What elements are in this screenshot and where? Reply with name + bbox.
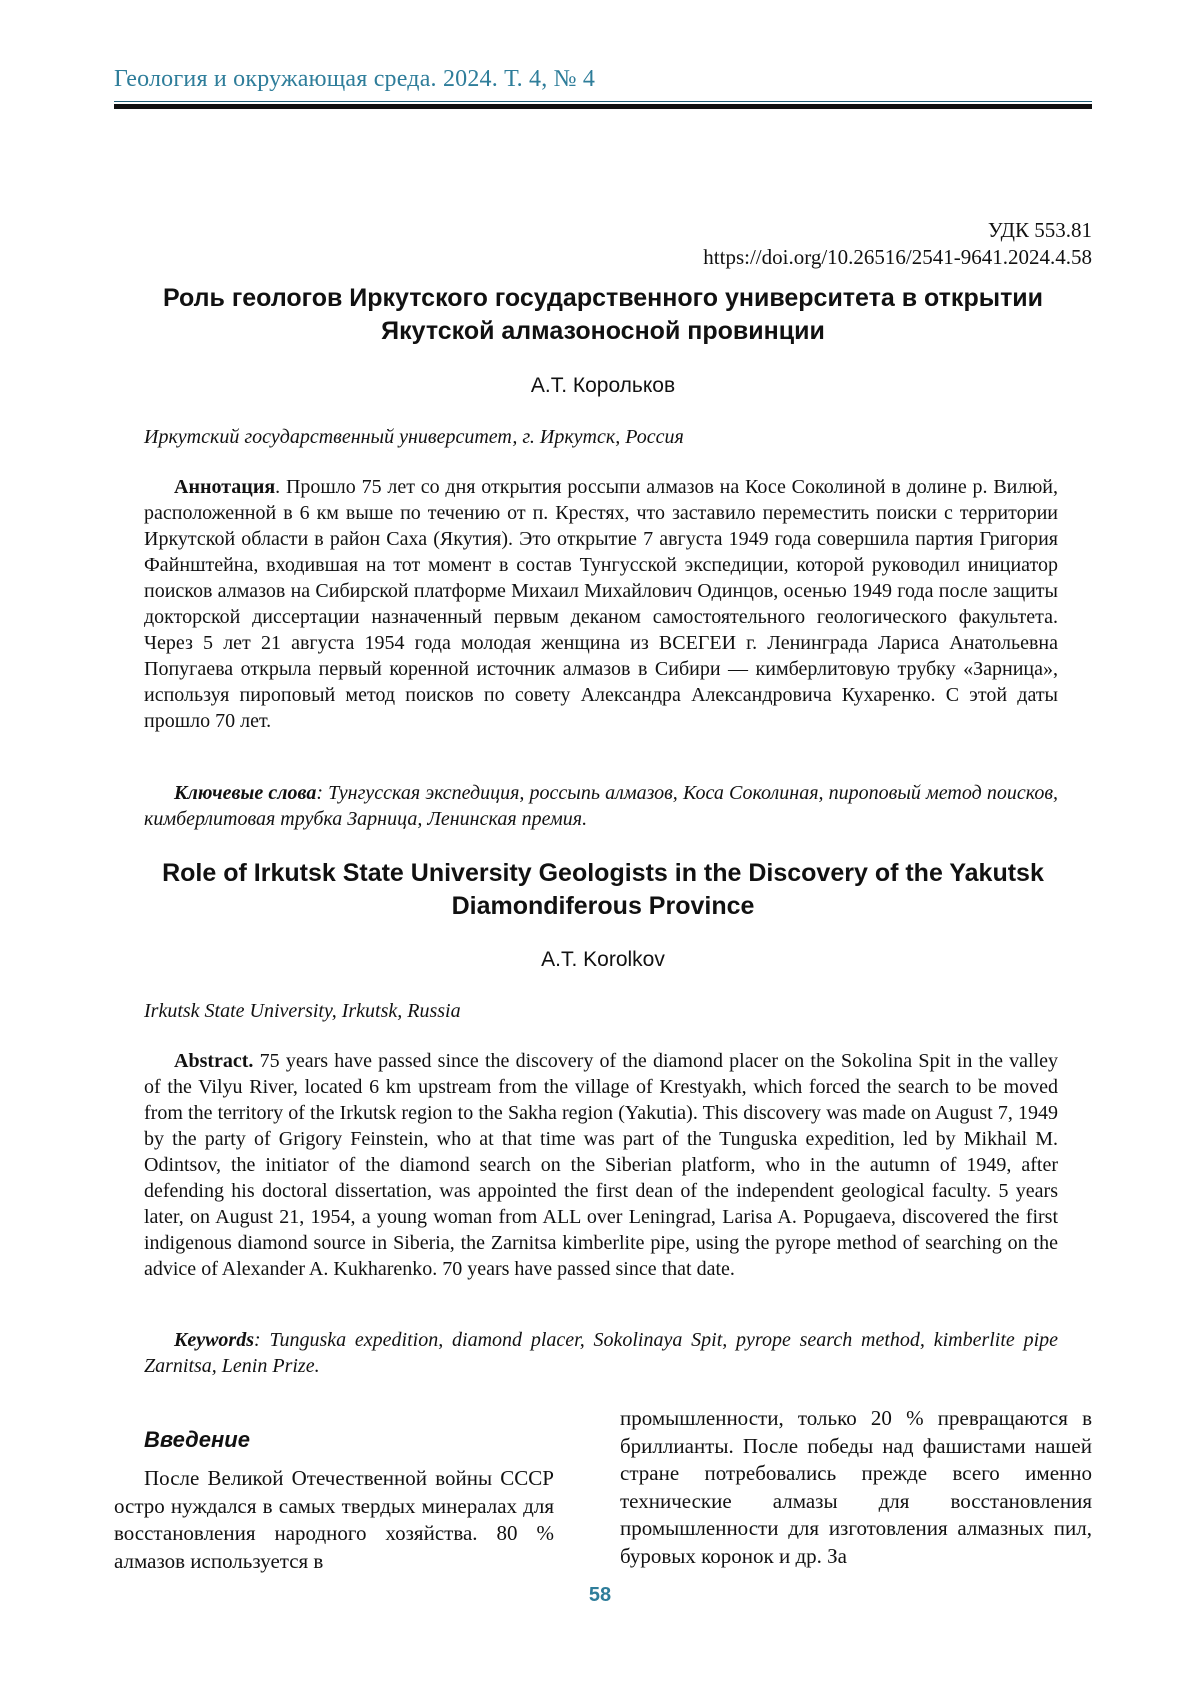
- keywords-label-en: Keywords: [174, 1329, 254, 1351]
- abstract-en: [144, 1048, 1058, 1282]
- abstract-ru: [144, 474, 1058, 734]
- keywords-text-en: : Tunguska expedition, diamond placer, Sokolinaya Spit, pyrope search method, kimberlite pipe Zarnitsa, Lenin Prize.: [144, 1329, 1058, 1377]
- udc-code: УДК 553.81: [987, 218, 1092, 242]
- affiliation-en: Irkutsk State University, Irkutsk, Russia: [144, 1000, 461, 1022]
- affiliation-ru: Иркутский государственный университет, г. Иркутск, Россия: [144, 426, 684, 448]
- keywords-text-ru: : Тунгусская экспедиция, россыпь алмазов, Коса Соколиная, пироповый метод поисков, кимберлитовая трубка Зарница, Ленинская премия.: [144, 782, 1059, 830]
- title-ru: Роль геологов Иркутского государственного университета в открытии Якутской алмазоносной провинции: [162, 284, 1044, 345]
- body-left-column: После Великой Отечественной войны СССР остро нуждался в самых твердых минералах для восстановления народного хозяйства. 80 % алмазов используется в: [114, 1466, 554, 1573]
- abstract-text-ru: . Прошло 75 лет со дня открытия россыпи алмазов на Косе Соколиной в долине р. Вилюй, расположенной в 6 км выше по течению от п. Крестях, что заставило переместить поиски с территории Иркутской области в район Саха (Якутия). Это открытие 7 августа 1949 года совершила партия Григория Файнштейна, входившая на тот момент в состав Тунгусской экспедиции, которой руководил инициатор поисков алмазов на Сибирской платформе Михаил Михайлович Одинцов, осенью 1949 года после защиты докторской диссертации назначенный первым деканом самостоятельного геологического факультета. Через 5 лет 21 августа 1954 года молодая женщина из ВСЕГЕИ г. Ленинграда Лариса Анатольевна Попугаева открыла первый коренной источник алмазов в Сибири — кимберлитовую трубку «Зарница», используя пироповый метод поисков по совету Александра Александровича Кухаренко. С этой даты прошло 70 лет.: [144, 476, 1058, 732]
- doi-link[interactable]: https://doi.org/10.26516/2541-9641.2024.4.58: [703, 245, 1092, 269]
- abstract-label-ru: Аннотация: [174, 476, 276, 498]
- abstract-text-en: 75 years have passed since the discovery of the diamond placer on the Sokolina Spit in the valley of the Vilyu River, located 6 km upstream from the village of Krestyakh, which forced the search to be moved from the territory of the Irkutsk region to the Sakha region (Yakutia). This discovery was made on August 7, 1949 by the party of Grigory Feinstein, who at that time was part of the Tunguska expedition, led by Mikhail M. Odintsov, the initiator of the diamond search on the Siberian platform, who in the autumn of 1949, after defending his doctoral dissertation, was appointed the first dean of the independent geological faculty. 5 years later, on August 21, 1954, a young woman from ALL over Leningrad, Larisa A. Popugaeva, discovered the first indigenous diamond source in Siberia, the Zarnitsa kimberlite pipe, using the pyrope method of searching on the advice of Alexander A. Kukharenko. 70 years have passed since that date.: [144, 1050, 1058, 1280]
- author-ru: А.Т. Корольков: [530, 374, 676, 397]
- keywords-label-ru: Ключевые слова: [174, 782, 317, 804]
- keywords-en: [144, 1327, 1058, 1379]
- page-number: 58: [588, 1584, 612, 1606]
- keywords-ru: [144, 780, 1058, 832]
- body-right-column: промышленности, только 20 % превращаются в бриллианты. После победы над фашистами нашей стране потребовались прежде всего именно технические алмазы для восстановления промышленности для изготовления алмазных пил, буровых коронок и др. За: [620, 1406, 1092, 1568]
- author-en: A.T. Korolkov: [541, 948, 665, 971]
- header-rule: [114, 101, 1092, 109]
- abstract-label-en: Abstract.: [174, 1050, 254, 1072]
- journal-header: Геология и окружающая среда. 2024. Т. 4, № 4: [114, 66, 596, 92]
- title-en: Role of Irkutsk State University Geologists in the Discovery of the Yakutsk Diamondiferous Province: [162, 859, 1044, 920]
- section-heading-introduction: Введение: [144, 1427, 250, 1452]
